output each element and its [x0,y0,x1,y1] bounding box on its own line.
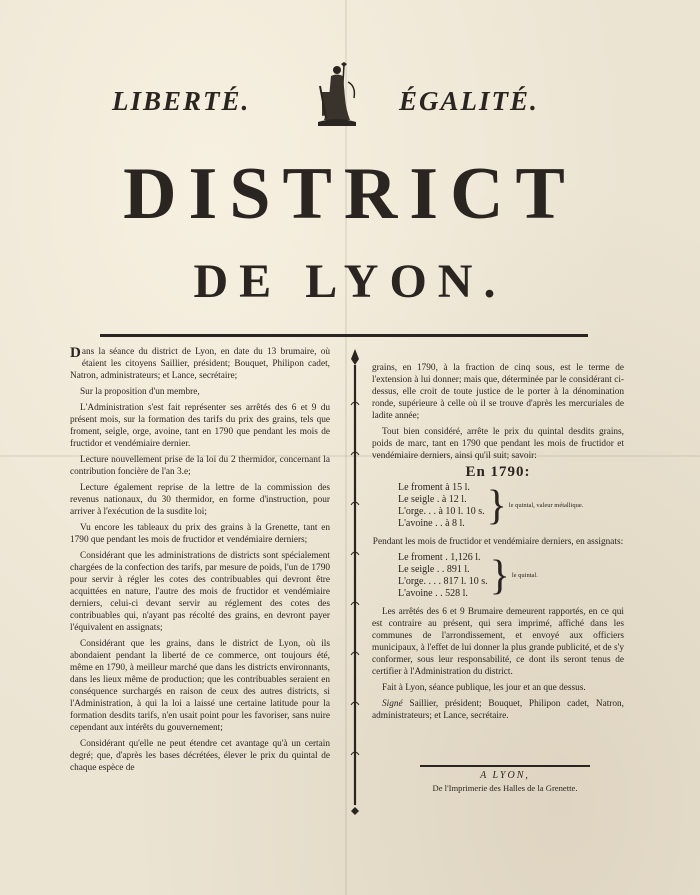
paragraph-considerant-1: Considérant que les administrations de districts sont spécialement chargées de la confection des tarifs, par mesure de poids, l'un de 1790 pour servir à régler les cotes des contribuables qui devront être acquittées en nature, l'autre des mois de fructidor et vendémiaire derniers, celui-ci devant servir au réglement des cotes des contribuables qui, n'ayant pas récolté des grains, en devront payer l'équivalent en assignats; [70,551,330,633]
footer-rule [420,765,590,767]
price-row-seigle-assignats: Le seigle . . 891 l. [398,564,470,575]
ornamental-column-divider [350,345,360,815]
drop-cap: D [70,345,81,361]
note-1790: le quintal, valeur métallique. [508,502,584,509]
price-row-avoine-assignats: L'avoine . . 528 l. [398,588,468,599]
price-table-assignats [398,552,624,600]
paragraph-arretes-rapportes: Les arrêtés des 6 et 9 Brumaire demeurent rapportés, en ce qui est contraire au présent, qui sera imprimé, affiché dans les communes de l'arrondissement, et envoyé aux officiers municipaux, à l'effet de lui donner la plus grande publicité, et de s'y conformer, sous leur responsabilité, ce dont ils seront tenus de certifier à l'Administration du district. [372,607,624,677]
price-row-orge-1790: L'orge. . . à 10 l. 10 s. [398,506,485,517]
right-column [372,362,624,726]
paragraph-seance: Dans la séance du district de Lyon, en date du 13 brumaire, où étaient les citoyens Saillier, président; Bouquet, Philipon cadet, Natron, administrateurs; et Lance, secrétaire; [70,345,330,381]
faint-archive-mark: ​ [651,824,653,836]
brace-1790: } [486,483,507,529]
price-table-1790 [398,482,624,530]
price-row-orge-assignats: L'orge. . . . 817 l. 10 s. [398,576,488,587]
paragraph-signatures [372,698,624,722]
title-district: DISTRICT [123,153,577,235]
price-row-seigle-1790: Le seigle . à 12 l. [398,494,467,505]
imprint-place: A LYON, [480,770,530,781]
paragraph-fait-a-lyon: Fait à Lyon, séance publique, les jour et an que dessus. [382,683,586,693]
paragraph-lettre-commission: Lecture également reprise de la lettre de la commission des revenus nationaux, du 30 thermidor, en forme d'instruction, pour arriver à l'exécution de la susdite loi; [70,483,330,517]
left-column [70,346,330,778]
motto-liberte: LIBERTÉ. [112,86,251,116]
paragraph-tableaux: Vu encore les tableaux du prix des grains à la Grenette, tant en 1790 que pendant les mois de fructidor et vendémiaire derniers; [70,523,330,545]
header-rule [100,334,588,337]
year-1790-heading: En 1790: [465,464,531,480]
imprint-printer: De l'Imprimerie des Halles de la Grenette. [432,783,578,793]
paragraph-proposition: Sur la proposition d'un membre, [80,387,200,397]
motto-egalite: ÉGALITÉ. [399,86,539,116]
paragraph-considerant-2: Considérant que les grains, dans le district de Lyon, où ils abondaient pendant la liberté de ce commerce, ont toujours été, même en 1790, à meilleur marché que dans les districts environnants, dans les lieux même de production; que les contribuables seraient en conséquence surchargés en raison de ceux des autres districts, si l'Administration, à qui la loi a laissé une certaine latitude pour la formation desdits tarifs, n'en usait point pour les favoriser, sans nuire cependant aux intérêts du gouvernement; [70,639,330,733]
title-de-lyon: DE LYON. [193,255,507,308]
price-row-froment-1790: Le froment à 15 l. [398,482,470,493]
price-row-avoine-1790: L'avoine . . à 8 l. [398,518,465,529]
note-assignats: le quintal. [511,572,538,579]
paragraph-loi-thermidor: Lecture nouvellement prise de la loi du 2 thermidor, concernant la contribution foncière de l'an 3.e; [70,455,330,477]
price-row-froment-assignats: Le froment . 1,126 l. [398,552,481,563]
signatures-text: Saillier, président; Bouquet, Philipon cadet, Natron, administrateurs; et Lance, secrétaire. [372,699,624,721]
fold-line-vertical [345,0,347,895]
period-heading: Pendant les mois de fructidor et vendémiaire derniers, en assignats: [372,537,624,547]
paragraph-arrete-prix: Tout bien considéré, arrête le prix du quintal desdits grains, poids de marc, tant en 1790 que pendant les mois de fructidor et vendémiaire derniers, ainsi qu'il suit; savoir: [372,427,624,461]
paragraph-considerant-3: Considérant qu'elle ne peut étendre cet avantage qu'à un certain degré; que, d'après les bases décrétées, élever le prix du quintal de chaque espèce de [70,739,330,773]
paragraph-grains-1790: grains, en 1790, à la fraction de cinq sous, est le terme de l'extension à lui donner; mais que, déterminée par le considérant ci-dessus, elle croit de toute justice de le porter à la dénomination ronde, supérieure à celle où il se trouve d'après les mercuriales de ladite année; [372,363,624,421]
brace-assignats: } [489,553,510,599]
signe-label: Signé [382,699,403,709]
liberty-allegory-icon [312,62,362,130]
paragraph-administration: L'Administration s'est fait représenter ses arrêtés des 6 et 9 du présent mois, sur la formation des tarifs du prix des grains, tels que froment, seigle, orge, avoine, tant en 1790 que pendant les mois de fructidor et vendémiaire dernier. [70,403,330,449]
